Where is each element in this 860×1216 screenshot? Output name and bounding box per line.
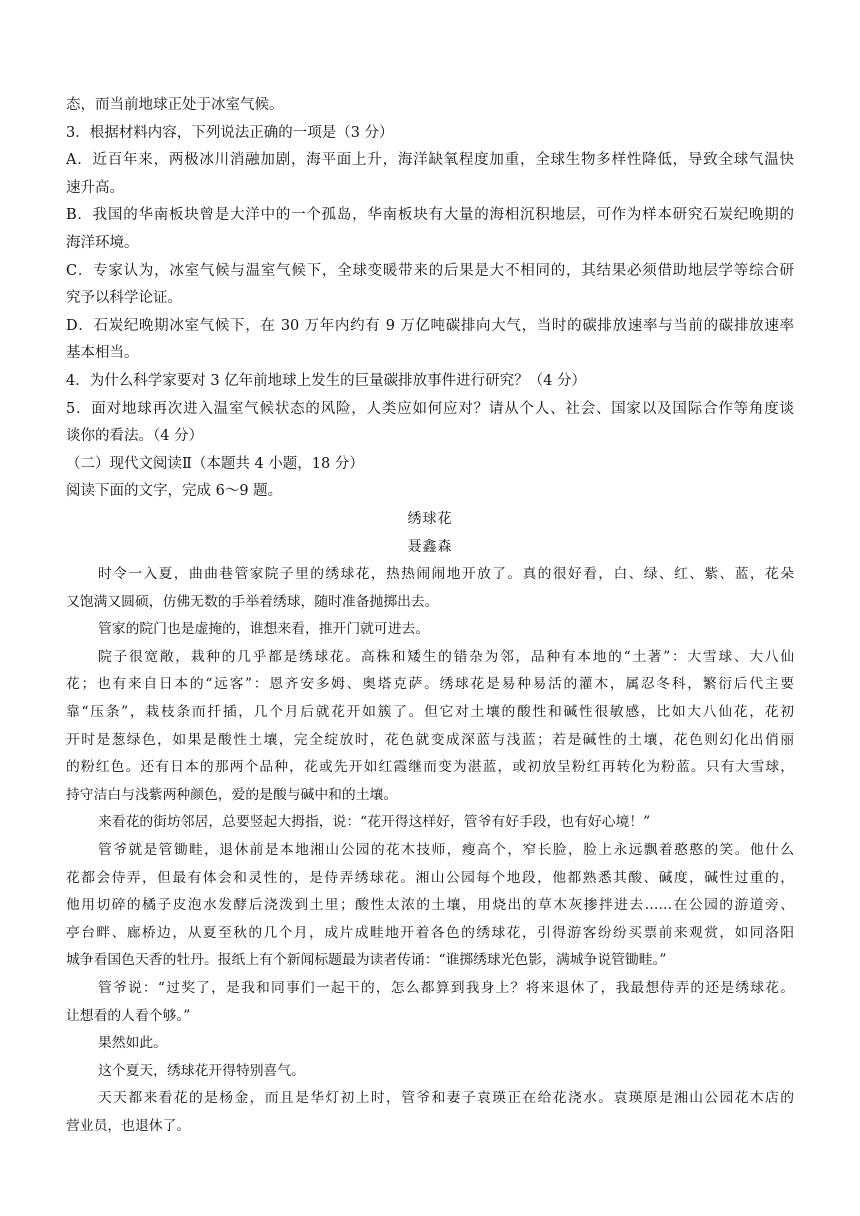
document-page	[66, 92, 794, 1141]
text-line: 来看花的街坊邻居，总要竖起大拇指，说：“花开得这样好，管爷有好手段，也有好心境！”	[98, 814, 651, 831]
text-line: 时令一入夏，曲曲巷管家院子里的绣球花，热热闹闹地开放了。真的很好看，白、绿、红、紫、蓝，花朵	[98, 566, 794, 583]
text-line: 态，而当前地球正处于冰室气候。	[66, 97, 284, 113]
text-line: 聂鑫森	[407, 538, 453, 555]
text-line: 管爷说：“过奖了，是我和同事们一起干的，怎么都算到我身上？将来退休了，我最想侍弄的还是绣球花。	[98, 980, 794, 996]
text-line: 持守洁白与浅紫两种颜色，爱的是酸与碱中和的土壤。	[66, 786, 398, 803]
text-line: 让想看的人看个够。”	[66, 1007, 191, 1024]
text-line: 3．根据材料内容，下列说法正确的一项是（3 分）	[66, 124, 394, 141]
text-line: 他用切碎的橘子皮泡水发酵后浇泼到土里；酸性太浓的土壤，用烧出的草木灰掺拌进去……在公园的游道旁、	[66, 897, 794, 914]
text-line: 5．面对地球再次进入温室气候状态的风险，人类应如何应对？请从个人、社会、国家以及国际合作等角度谈	[66, 400, 794, 417]
text-line: 又饱满又圆硕，仿佛无数的手举着绣球，随时准备抛掷出去。	[66, 593, 439, 610]
text-line: 绣球花	[407, 510, 453, 527]
text-line: B．我国的华南板块曾是大洋中的一个孤岛，华南板块有大量的海相沉积地层，可作为样本研究石炭纪晚期的	[66, 207, 794, 224]
text-line: D．石炭纪晚期冰室气候下，在 30 万年内约有 9 万亿吨碳排向大气，当时的碳排放速率与当前的碳排放速率	[66, 317, 794, 334]
text-line: 果然如此。	[98, 1035, 167, 1052]
text-line: 速升高。	[66, 179, 124, 196]
text-line: 亭台畔、廊桥边，从夏至秋的几个月，成片成畦地开着各色的绣球花，引得游客纷纷买票前来观赏，如同洛阳	[66, 924, 794, 941]
text-line: A．近百年来，两极冰川消融加剧，海平面上升，海洋缺氧程度加重，全球生物多样性降低，导致全球气温快	[66, 152, 794, 169]
text-line: 管爷就是管锄畦，退休前是本地湘山公园的花木技师，瘦高个，窄长脸，脸上永远飘着憨憨的笑。他什么	[98, 842, 794, 859]
text-line: 究予以科学论证。	[66, 290, 182, 307]
text-line: 这个夏天，绣球花开得特别喜气。	[98, 1062, 305, 1079]
text-line: 靠“压条”，栽枝条而扦插，几个月后就花开如簇了。但它对土壤的酸性和碱性很敏感，比如大八仙花，花初	[66, 704, 794, 721]
text-line: 4．为什么科学家要对 3 亿年前地球上发生的巨量碳排放事件进行研究？（4 分）	[66, 372, 587, 389]
text-line: （二）现代文阅读Ⅱ（本题共 4 小题，18 分）	[66, 455, 364, 472]
document-body	[66, 92, 794, 1141]
text-line: 阅读下面的文字，完成 6～9 题。	[66, 483, 283, 500]
text-line: 天天都来看花的是杨金，而且是华灯初上时，管爷和妻子袁瑛正在给花浇水。袁瑛原是湘山公园花木店的	[98, 1090, 794, 1107]
text-line: 管家的院门也是虚掩的，谁想来看，推开门就可进去。	[98, 621, 430, 638]
text-line: 基本相当。	[66, 345, 139, 362]
text-line: 谈你的看法。（4 分）	[66, 428, 204, 445]
text-line: 开时是葱绿色，如果是酸性土壤，完全绽放时，花色就变成深蓝与浅蓝；若是碱性的土壤，花色则幻化出俏丽	[66, 731, 794, 748]
text-line: 花；也有来自日本的“远客”：恩齐安多姆、奥塔克萨。绣球花是易种易活的灌木，属忍冬科，繁衍后代主要	[66, 676, 794, 693]
text-line: 营业员，也退休了。	[66, 1117, 191, 1134]
text-line: 城争看国色天香的牡丹。报纸上有个新闻标题最为读者传诵：“谁掷绣球光色影，满城争说管锄畦。”	[66, 952, 667, 969]
text-line: C．专家认为，冰室气候与温室气候下，全球变暖带来的后果是大不相同的，其结果必须借助地层学等综合研	[66, 262, 794, 279]
text-line: 的粉红色。还有日本的那两个品种，花或先开如红霞继而变为湛蓝，或初放呈粉红再转化为粉蓝。只有大雪球，	[66, 759, 794, 776]
text-line: 花都会侍弄，但最有体会和灵性的，是侍弄绣球花。湘山公园每个地段，他都熟悉其酸、碱度，碱性过重的，	[66, 869, 794, 886]
text-line: 海洋环境。	[66, 234, 139, 251]
text-line: 院子很宽敞，栽种的几乎都是绣球花。高株和矮生的错杂为邻，品种有本地的“土著”：大雪球、大八仙	[98, 648, 794, 665]
